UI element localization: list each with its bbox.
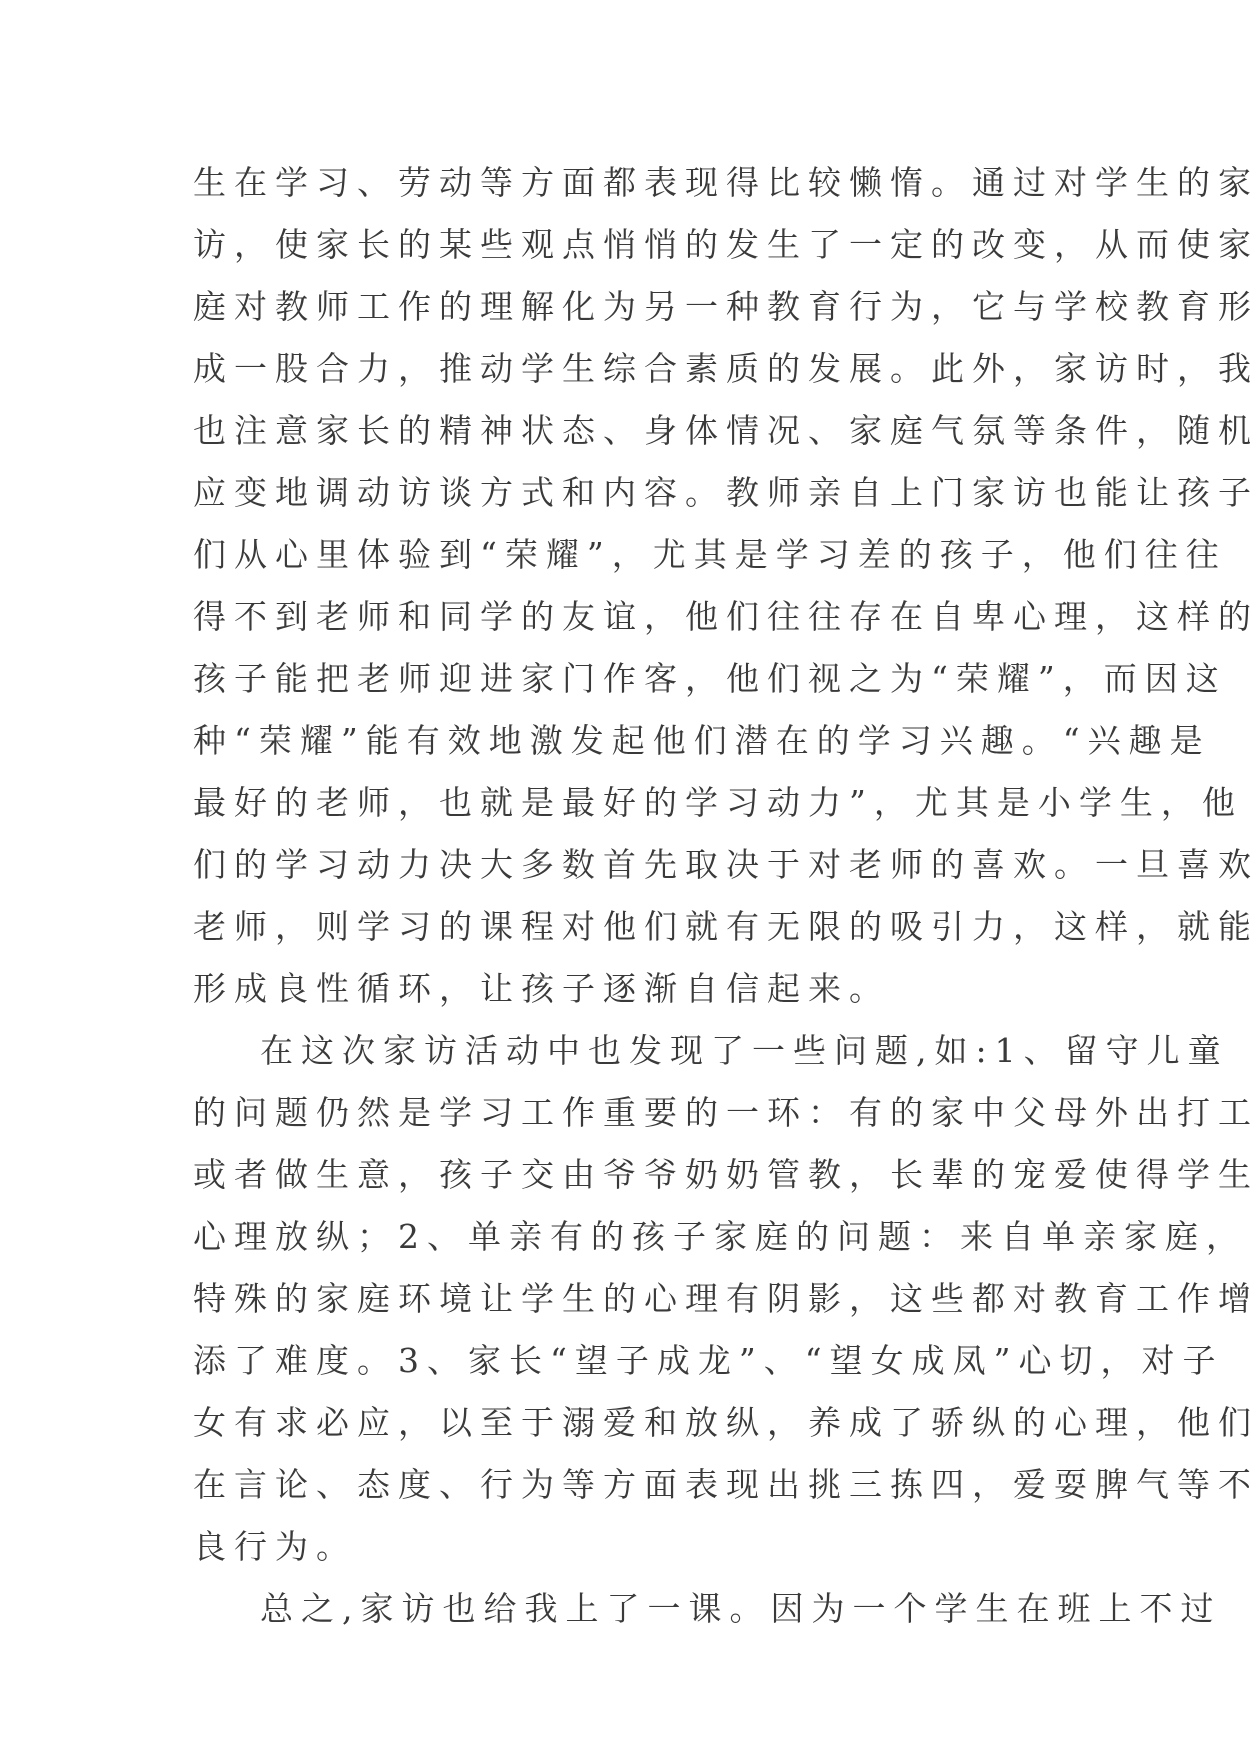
text-line: 种“荣耀”能有效地激发起他们潜在的学习兴趣。“兴趣是 xyxy=(193,721,1211,760)
text-line: 女有求必应，以至于溺爱和放纵，养成了骄纵的心理，他们 xyxy=(193,1403,1259,1442)
text-line: 也注意家长的精神状态、身体情况、家庭气氛等条件，随机 xyxy=(193,411,1259,450)
text-line: 庭对教师工作的理解化为另一种教育行为，它与学校教育形 xyxy=(193,287,1259,326)
text-line: 得不到老师和同学的友谊，他们往往存在自卑心理，这样的 xyxy=(193,597,1259,636)
text-line: 应变地调动访谈方式和内容。教师亲自上门家访也能让孩子 xyxy=(193,473,1259,512)
paragraph-first-line: 在这次家访活动中也发现了一些问题,如:1、留守儿童 xyxy=(260,1031,1229,1070)
text-line: 添了难度。3、家长“望子成龙”、“望女成凤”心切，对子 xyxy=(193,1341,1224,1380)
paragraph-first-line: 总之,家访也给我上了一课。因为一个学生在班上不过 xyxy=(260,1589,1222,1628)
text-line: 特殊的家庭环境让学生的心理有阴影，这些都对教育工作增 xyxy=(193,1279,1259,1318)
text-line: 最好的老师，也就是最好的学习动力”，尤其是小学生，他 xyxy=(193,783,1243,822)
text-line: 或者做生意，孩子交由爷爷奶奶管教，长辈的宠爱使得学生 xyxy=(193,1155,1259,1194)
text-line: 访，使家长的某些观点悄悄的发生了一定的改变，从而使家 xyxy=(193,225,1259,264)
text-line: 们的学习动力决大多数首先取决于对老师的喜欢。一旦喜欢 xyxy=(193,845,1259,884)
text-line: 心理放纵；2、单亲有的孩子家庭的问题：来自单亲家庭， xyxy=(193,1217,1247,1256)
text-line: 生在学习、劳动等方面都表现得比较懒惰。通过对学生的家 xyxy=(193,163,1259,202)
text-line: 良行为。 xyxy=(193,1527,357,1566)
text-line: 成一股合力，推动学生综合素质的发展。此外，家访时，我 xyxy=(193,349,1259,388)
body-text xyxy=(193,152,1259,1640)
text-line: 的问题仍然是学习工作重要的一环：有的家中父母外出打工 xyxy=(193,1093,1259,1132)
text-line: 孩子能把老师迎进家门作客，他们视之为“荣耀”，而因这 xyxy=(193,659,1227,698)
text-line: 们从心里体验到“荣耀”，尤其是学习差的孩子，他们往往 xyxy=(193,535,1227,574)
text-line: 老师，则学习的课程对他们就有无限的吸引力，这样，就能 xyxy=(193,907,1259,946)
text-line: 在言论、态度、行为等方面表现出挑三拣四，爱耍脾气等不 xyxy=(193,1465,1259,1504)
text-line: 形成良性循环，让孩子逐渐自信起来。 xyxy=(193,969,890,1008)
